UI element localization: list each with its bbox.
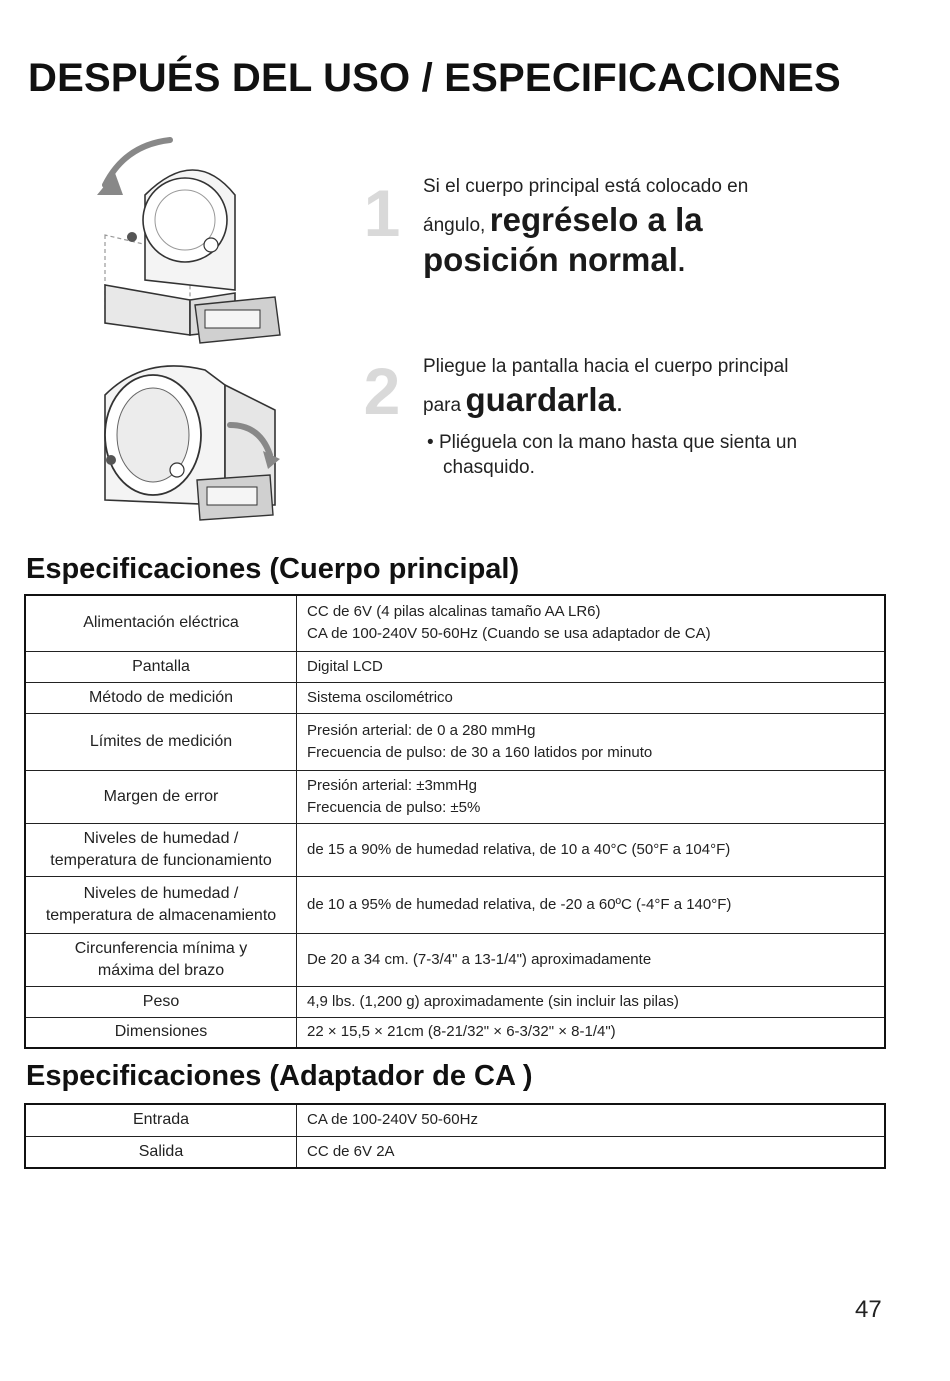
spec-value xyxy=(297,770,886,823)
spec-value-line: Presión arterial: de 0 a 280 mmHg xyxy=(307,721,536,739)
spec-main-heading: Especificaciones (Cuerpo principal) xyxy=(26,553,520,585)
step-2-emphasis: guardarla xyxy=(465,381,616,418)
spec-label-line: Niveles de humedad / xyxy=(83,829,239,847)
step-1-line1: Si el cuerpo principal está colocado en xyxy=(423,176,749,197)
page-title: DESPUÉS DEL USO / ESPECIFICACIONES xyxy=(28,56,841,100)
spec-label: Límites de medición xyxy=(25,713,297,770)
spec-value xyxy=(297,595,886,651)
spec-value: de 10 a 95% de humedad relativa, de -20 a 60ºC (-4°F a 140°F) xyxy=(297,876,886,933)
table-row xyxy=(25,823,885,876)
spec-adapter-table xyxy=(24,1103,886,1169)
page-number: 47 xyxy=(855,1296,882,1323)
spec-value-line: Frecuencia de pulso: ±5% xyxy=(307,798,481,816)
spec-label-line: temperatura de almacenamiento xyxy=(45,906,277,924)
step-1-prefix: ángulo, xyxy=(423,215,486,236)
spec-value: CC de 6V 2A xyxy=(297,1136,886,1168)
step-2-number: 2 xyxy=(363,354,401,428)
spec-label: Entrada xyxy=(25,1104,297,1136)
table-row xyxy=(25,651,885,682)
table-row xyxy=(25,595,885,651)
table-row xyxy=(25,770,885,823)
table-row xyxy=(25,1017,885,1048)
bullet-mark: • xyxy=(427,432,434,453)
device-angled-illustration xyxy=(85,125,315,355)
spec-label xyxy=(25,933,297,986)
table-row xyxy=(25,876,885,933)
step-2-bullet-text: Pliéguela con la mano hasta que sienta un chasquido. xyxy=(438,432,798,478)
spec-label-line: Circunferencia mínima y xyxy=(74,939,248,957)
spec-value-line: Presión arterial: ±3mmHg xyxy=(307,776,477,794)
spec-value: De 20 a 34 cm. (7-3/4" a 13-1/4") aproximadamente xyxy=(297,933,886,986)
spec-value xyxy=(297,713,886,770)
table-row xyxy=(25,1136,885,1168)
table-row xyxy=(25,1104,885,1136)
step-1-end: . xyxy=(677,247,686,277)
step-2-end: . xyxy=(615,387,624,417)
spec-value: CA de 100-240V 50-60Hz xyxy=(297,1104,886,1136)
spec-value-line: CC de 6V (4 pilas alcalinas tamaño AA LR6) xyxy=(307,603,601,621)
spec-label xyxy=(25,876,297,933)
step-1-number: 1 xyxy=(363,176,401,250)
spec-label xyxy=(25,823,297,876)
step-1-text xyxy=(423,173,883,282)
spec-value-line: Frecuencia de pulso: de 30 a 160 latidos por minuto xyxy=(307,743,653,761)
step-1-emphasis-a: regréselo a la xyxy=(489,201,703,238)
spec-label: Método de medición xyxy=(25,682,297,713)
device-folded-illustration xyxy=(85,355,315,527)
spec-value: Digital LCD xyxy=(297,651,886,682)
spec-label: Margen de error xyxy=(25,770,297,823)
spec-value: 22 × 15,5 × 21cm (8-21/32" × 6-3/32" × 8-1/4") xyxy=(297,1017,886,1048)
spec-main-table xyxy=(24,594,886,1049)
step-2-bullet xyxy=(423,430,883,480)
table-row xyxy=(25,713,885,770)
step-2-line1: Pliegue la pantalla hacia el cuerpo principal xyxy=(423,356,789,377)
spec-value-line: CA de 100-240V 50-60Hz (Cuando se usa adaptador de CA) xyxy=(307,625,711,643)
spec-label: Salida xyxy=(25,1136,297,1168)
table-row xyxy=(25,986,885,1017)
step-2-prefix: para xyxy=(423,395,462,416)
spec-value: de 15 a 90% de humedad relativa, de 10 a 40°C (50°F a 104°F) xyxy=(297,823,886,876)
table-row xyxy=(25,682,885,713)
step-2-text xyxy=(423,353,883,480)
step-1-emphasis-b: posición normal xyxy=(423,241,678,278)
spec-label: Dimensiones xyxy=(25,1017,297,1048)
spec-label-line: máxima del brazo xyxy=(97,961,225,979)
spec-value: 4,9 lbs. (1,200 g) aproximadamente (sin incluir las pilas) xyxy=(297,986,886,1017)
spec-label-line: Niveles de humedad / xyxy=(83,884,239,902)
spec-adapter-heading: Especificaciones (Adaptador de CA ) xyxy=(26,1060,533,1092)
spec-value: Sistema oscilométrico xyxy=(297,682,886,713)
table-row xyxy=(25,933,885,986)
spec-label: Pantalla xyxy=(25,651,297,682)
spec-label: Alimentación eléctrica xyxy=(25,595,297,651)
spec-label: Peso xyxy=(25,986,297,1017)
spec-label-line: temperatura de funcionamiento xyxy=(50,851,272,869)
